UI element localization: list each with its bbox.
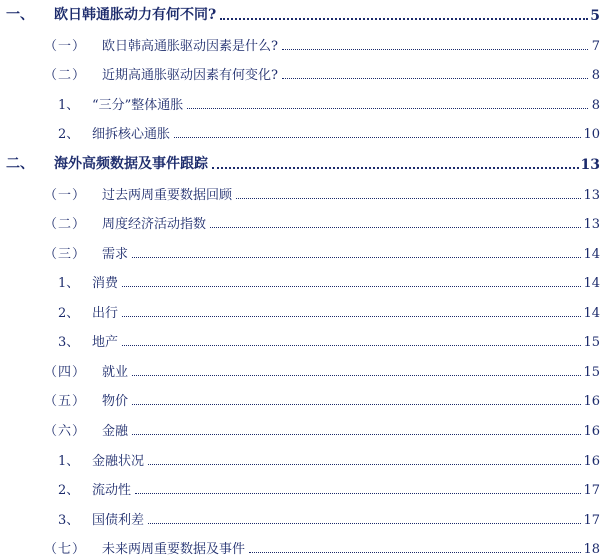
toc-entry-number: 1、 bbox=[58, 454, 80, 469]
toc-entry-page: 5 bbox=[590, 8, 600, 24]
toc-entry-number: 2、 bbox=[58, 483, 80, 498]
toc-entry[interactable] bbox=[0, 181, 604, 203]
toc-dot-leader bbox=[282, 49, 588, 50]
toc-entry-number: （七） bbox=[44, 542, 87, 557]
toc-entry-title: 出行 bbox=[92, 306, 119, 321]
toc-entry-title: 地产 bbox=[92, 335, 119, 350]
toc-entry[interactable] bbox=[0, 61, 604, 83]
toc-entry-title: 欧日韩通胀动力有何不同? bbox=[54, 7, 217, 23]
toc-dot-leader bbox=[282, 78, 588, 79]
toc-entry[interactable] bbox=[0, 2, 604, 24]
toc-entry-number: 1、 bbox=[58, 276, 80, 291]
toc-entry[interactable] bbox=[0, 535, 604, 557]
toc-entry-page: 14 bbox=[583, 247, 600, 262]
toc-entry-page: 14 bbox=[583, 306, 600, 321]
toc-entry-number: 2、 bbox=[58, 127, 80, 142]
toc-dot-leader bbox=[132, 375, 581, 376]
toc-entry-page: 13 bbox=[583, 188, 600, 203]
toc-entry-title: 周度经济活动指数 bbox=[102, 217, 207, 232]
toc-entry-page: 16 bbox=[583, 424, 600, 439]
toc-entry-title: “三分”整体通胀 bbox=[92, 98, 184, 113]
toc-entry[interactable] bbox=[0, 299, 604, 321]
toc-dot-leader bbox=[132, 257, 581, 258]
toc-entry-title: 消费 bbox=[92, 276, 119, 291]
toc-entry[interactable] bbox=[0, 240, 604, 262]
toc-entry-title: 近期高通胀驱动因素有何变化? bbox=[102, 68, 278, 83]
toc-dot-leader bbox=[210, 227, 581, 228]
toc-dot-leader bbox=[122, 345, 581, 346]
toc-entry[interactable] bbox=[0, 328, 604, 350]
toc-entry-page: 17 bbox=[583, 513, 600, 528]
toc-dot-leader bbox=[135, 493, 581, 494]
toc-entry-page: 8 bbox=[591, 68, 600, 83]
toc-entry-title: 物价 bbox=[102, 394, 129, 409]
toc-dot-leader bbox=[132, 434, 581, 435]
toc-entry-page: 13 bbox=[583, 217, 600, 232]
toc-entry-number: 二、 bbox=[6, 156, 34, 172]
toc-entry[interactable] bbox=[0, 387, 604, 409]
toc-entry-number: 2、 bbox=[58, 306, 80, 321]
toc-entry-number: 1、 bbox=[58, 98, 80, 113]
toc-entry-number: 一、 bbox=[6, 7, 34, 23]
toc-dot-leader bbox=[187, 108, 588, 109]
toc-entry-page: 7 bbox=[591, 39, 600, 54]
toc-entry-page: 16 bbox=[583, 394, 600, 409]
toc-dot-leader bbox=[174, 137, 581, 138]
toc-entry[interactable] bbox=[0, 506, 604, 528]
toc-entry-title: 国债利差 bbox=[92, 513, 145, 528]
toc-entry-number: （五） bbox=[44, 394, 87, 409]
toc-entry-page: 15 bbox=[583, 335, 600, 350]
toc-entry[interactable] bbox=[0, 476, 604, 498]
toc-entry-title: 金融 bbox=[102, 424, 129, 439]
toc-dot-leader bbox=[122, 286, 581, 287]
toc-entry[interactable] bbox=[0, 447, 604, 469]
toc-entry[interactable] bbox=[0, 417, 604, 439]
toc-entry[interactable] bbox=[0, 120, 604, 142]
toc-entry-number: （一） bbox=[44, 188, 87, 203]
toc-entry-title: 细拆核心通胀 bbox=[92, 127, 171, 142]
toc-entry-page: 13 bbox=[580, 157, 600, 173]
toc-entry-title: 过去两周重要数据回顾 bbox=[102, 188, 233, 203]
toc-entry-page: 10 bbox=[583, 127, 600, 142]
toc-dot-leader bbox=[220, 18, 588, 20]
toc-dot-leader bbox=[236, 198, 581, 199]
toc-entry-page: 18 bbox=[583, 542, 600, 557]
toc-dot-leader bbox=[148, 464, 581, 465]
toc-dot-leader bbox=[212, 167, 579, 169]
toc-entry[interactable] bbox=[0, 151, 604, 173]
toc-entry-page: 8 bbox=[591, 98, 600, 113]
toc-entry-title: 欧日韩高通胀驱动因素是什么? bbox=[102, 39, 278, 54]
toc-entry[interactable] bbox=[0, 91, 604, 113]
toc-entry-title: 未来两周重要数据及事件 bbox=[102, 542, 246, 557]
toc-entry-page: 14 bbox=[583, 276, 600, 291]
toc-dot-leader bbox=[132, 404, 581, 405]
toc-entry-number: （二） bbox=[44, 68, 87, 83]
toc-entry[interactable] bbox=[0, 269, 604, 291]
toc-entry-page: 17 bbox=[583, 483, 600, 498]
toc-entry-title: 就业 bbox=[102, 365, 129, 380]
toc-entry-title: 金融状况 bbox=[92, 454, 145, 469]
toc-dot-leader bbox=[148, 523, 581, 524]
toc-entry-number: （一） bbox=[44, 39, 87, 54]
toc-entry-number: （六） bbox=[44, 424, 87, 439]
toc-entry-title: 需求 bbox=[102, 247, 129, 262]
toc-entry-page: 15 bbox=[583, 365, 600, 380]
toc-entry[interactable] bbox=[0, 210, 604, 232]
toc-entry-number: （四） bbox=[44, 365, 87, 380]
toc-entry-title: 海外高频数据及事件跟踪 bbox=[54, 156, 208, 172]
toc-dot-leader bbox=[249, 552, 581, 553]
toc-entry-number: 3、 bbox=[58, 335, 80, 350]
toc-entry-number: 3、 bbox=[58, 513, 80, 528]
toc-entry-number: （三） bbox=[44, 247, 87, 262]
toc-entry[interactable] bbox=[0, 32, 604, 54]
toc-entry-number: （二） bbox=[44, 217, 87, 232]
toc-entry-title: 流动性 bbox=[92, 483, 132, 498]
toc-dot-leader bbox=[122, 316, 581, 317]
toc-entry[interactable] bbox=[0, 358, 604, 380]
toc-entry-page: 16 bbox=[583, 454, 600, 469]
